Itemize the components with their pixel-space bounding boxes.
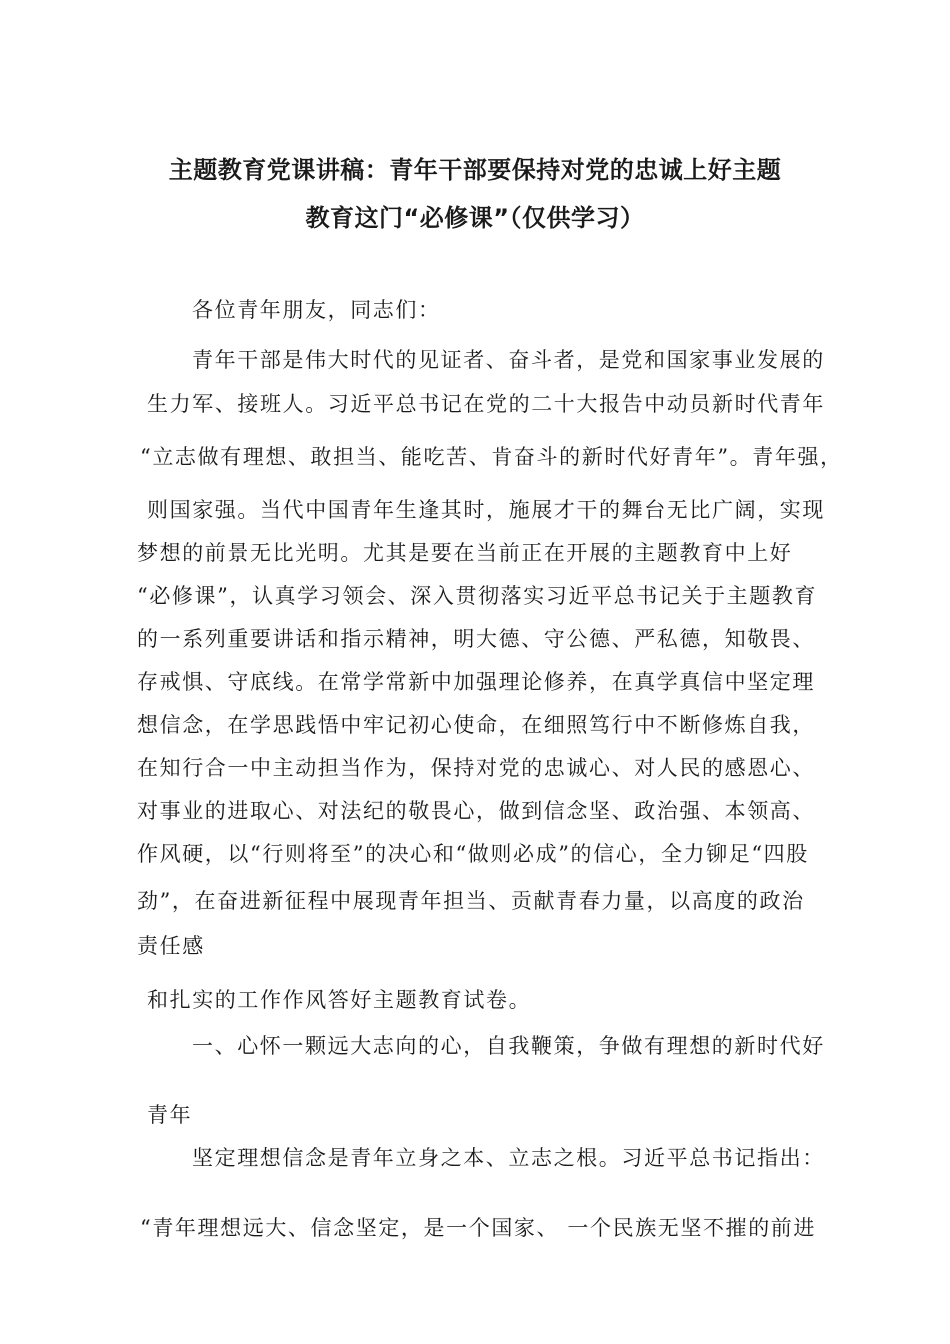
document-title-line-1: 主题教育党课讲稿：青年干部要保持对党的忠诚上好主题	[168, 156, 782, 184]
body-line: 想信念，在学思践悟中牢记初心使命，在细照笃行中不断修炼自我，	[137, 713, 815, 737]
body-line: 责任感	[137, 934, 205, 958]
body-line: “立志做有理想、敢担当、能吃苦、肯奋斗的新时代好青年”。青年强，	[140, 445, 843, 469]
body-line: “青年理想远大、信念坚定，是一个国家、 一个民族无坚不摧的前进	[140, 1216, 817, 1240]
body-line: 和扎实的工作作风答好主题教育试卷。	[147, 988, 532, 1012]
document-title-line-2: 教育这门“必修课”（仅供学习）	[305, 204, 645, 232]
section-heading-line: 一、心怀一颗远大志向的心，自我鞭策，争做有理想的新时代好	[192, 1034, 825, 1058]
body-line: 在知行合一中主动担当作为，保持对党的忠诚心、对人民的感恩心、	[137, 756, 815, 780]
body-line: “必修课”，认真学习领会、深入贯彻落实习近平总书记关于主题教育	[137, 584, 818, 608]
body-line: 梦想的前景无比光明。尤其是要在当前正在开展的主题教育中上好	[137, 541, 793, 565]
body-line: 对事业的进取心、对法纪的敬畏心，做到信念坚、政治强、本领高、	[137, 799, 815, 823]
body-line: 青年干部是伟大时代的见证者、奋斗者，是党和国家事业发展的	[192, 348, 825, 372]
body-line: 劲”，在奋进新征程中展现青年担当、贡献青春力量，以高度的政治	[137, 889, 805, 913]
body-line: 生力军、接班人。习近平总书记在党的二十大报告中动员新时代青年	[147, 392, 825, 416]
body-line: 坚定理想信念是青年立身之本、立志之根。习近平总书记指出：	[192, 1146, 825, 1170]
section-heading-line: 青年	[147, 1103, 193, 1127]
salutation: 各位青年朋友，同志们：	[192, 298, 441, 322]
body-line: 则国家强。当代中国青年生逢其时，施展才干的舞台无比广阔，实现	[147, 498, 825, 522]
body-line: 存戒惧、守底线。在常学常新中加强理论修养，在真学真信中坚定理	[137, 670, 815, 694]
body-line: 作风硬，以“行则将至”的决心和“做则必成”的信心，全力铆足“四股	[137, 842, 809, 866]
body-line: 的一系列重要讲话和指示精神，明大德、守公德、严私德，知敬畏、	[137, 627, 815, 651]
